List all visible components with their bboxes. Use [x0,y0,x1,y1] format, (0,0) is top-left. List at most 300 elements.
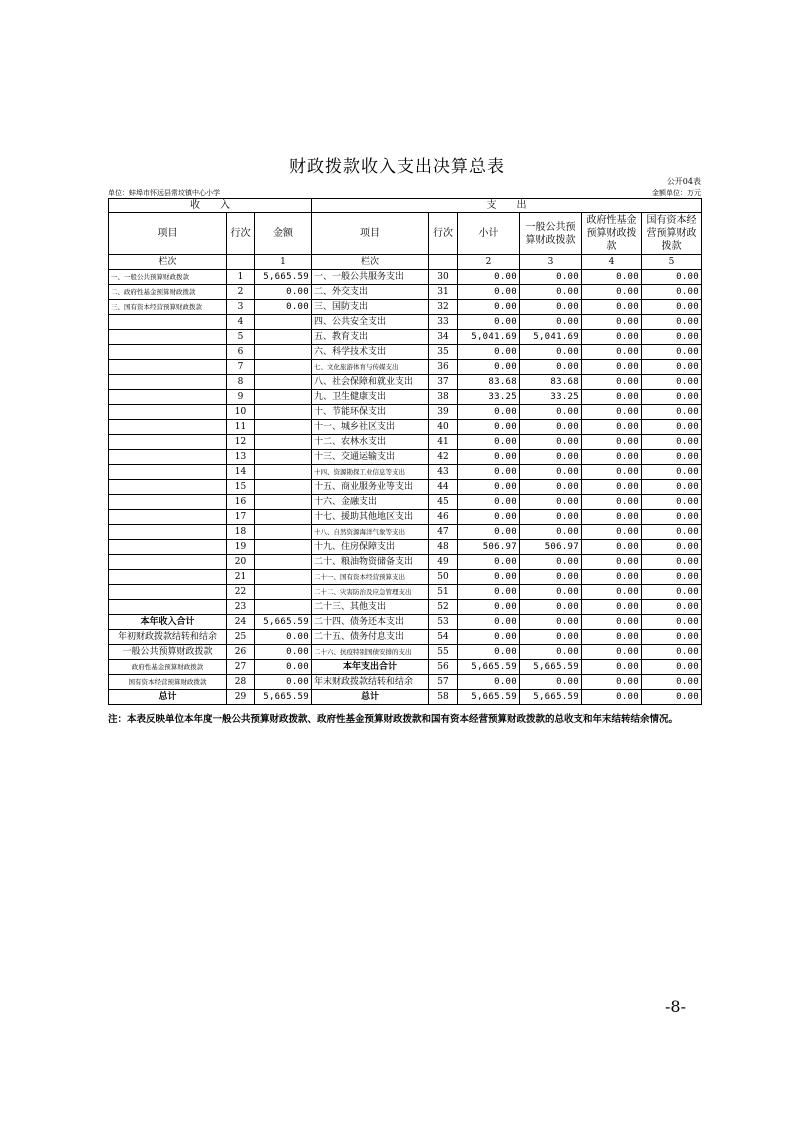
expense-row-no-cell: 43 [429,465,458,480]
gov-fund-cell: 0.00 [582,540,642,555]
income-item-cell: 年初财政拨款结转和结余 [109,630,227,645]
expense-row-no-cell: 56 [429,660,458,675]
subtotal-cell: 0.00 [458,465,520,480]
income-item-header: 项目 [109,213,227,255]
income-row-no-cell: 2 [227,285,255,300]
income-item-cell [109,420,227,435]
income-row-no-cell: 25 [227,630,255,645]
income-row-no-cell: 13 [227,450,255,465]
general-budget-cell: 0.00 [520,525,582,540]
expense-item-cell: 二、外交支出 [312,285,429,300]
gov-fund-cell: 0.00 [582,630,642,645]
expense-row-no-cell: 35 [429,345,458,360]
expense-row-no-cell: 47 [429,525,458,540]
table-row [109,555,702,570]
general-budget-cell: 0.00 [520,270,582,285]
expense-row-no-cell: 54 [429,630,458,645]
column-index-3: 3 [520,255,582,270]
expense-item-cell: 二十三、其他支出 [312,600,429,615]
income-item-cell [109,465,227,480]
gov-fund-cell: 0.00 [582,570,642,585]
general-budget-cell: 0.00 [520,585,582,600]
general-budget-cell: 0.00 [520,570,582,585]
expense-item-cell: 二十、粮油物资储备支出 [312,555,429,570]
gov-fund-cell: 0.00 [582,465,642,480]
gov-fund-cell: 0.00 [582,660,642,675]
income-amount-cell [255,405,312,420]
general-budget-cell: 0.00 [520,615,582,630]
expense-item-cell: 十二、农林水支出 [312,435,429,450]
general-budget-cell: 0.00 [520,300,582,315]
general-budget-cell: 0.00 [520,465,582,480]
income-amount-cell [255,540,312,555]
gov-fund-cell: 0.00 [582,525,642,540]
income-row-no-cell: 27 [227,660,255,675]
state-capital-cell: 0.00 [642,270,702,285]
gov-fund-cell: 0.00 [582,615,642,630]
general-budget-cell: 33.25 [520,390,582,405]
gov-fund-cell: 0.00 [582,420,642,435]
table-row [109,465,702,480]
income-row-no-cell: 18 [227,525,255,540]
expense-item-cell: 一、一般公共服务支出 [312,270,429,285]
income-amount-cell [255,570,312,585]
state-capital-cell: 0.00 [642,630,702,645]
income-amount-cell [255,480,312,495]
table-row [109,480,702,495]
income-item-cell: 一、一般公共预算财政拨款 [109,270,227,285]
state-capital-cell: 0.00 [642,330,702,345]
gov-fund-cell: 0.00 [582,270,642,285]
expense-row-no-cell: 57 [429,675,458,690]
gov-fund-cell: 0.00 [582,690,642,705]
table-row [109,345,702,360]
income-row-no-cell: 19 [227,540,255,555]
subtotal-cell: 0.00 [458,300,520,315]
income-row-no-cell: 21 [227,570,255,585]
subtotal-cell: 5,665.59 [458,660,520,675]
column-index-row [109,255,702,270]
income-amount-cell [255,495,312,510]
income-row-no-cell: 17 [227,510,255,525]
income-item-cell: 一般公共预算财政拨款 [109,645,227,660]
expense-item-cell: 七、文化旅游体育与传媒支出 [312,360,429,375]
subtotal-cell: 0.00 [458,345,520,360]
table-row [109,285,702,300]
gov-fund-cell: 0.00 [582,285,642,300]
subtotal-cell: 0.00 [458,600,520,615]
expense-row-no-cell: 38 [429,390,458,405]
state-capital-cell: 0.00 [642,300,702,315]
column-index-label: 栏次 [312,255,429,270]
general-budget-cell: 0.00 [520,435,582,450]
subtotal-cell: 0.00 [458,495,520,510]
state-capital-cell: 0.00 [642,570,702,585]
income-amount-cell [255,390,312,405]
table-row [109,375,702,390]
state-capital-cell: 0.00 [642,615,702,630]
state-capital-cell: 0.00 [642,285,702,300]
income-item-cell [109,405,227,420]
state-capital-cell: 0.00 [642,555,702,570]
expense-item-header: 项目 [312,213,429,255]
expense-row-no-cell: 53 [429,615,458,630]
expense-item-cell: 十、节能环保支出 [312,405,429,420]
expense-row-no-cell: 58 [429,690,458,705]
income-row-no-cell: 4 [227,315,255,330]
general-budget-cell: 0.00 [520,450,582,465]
fiscal-summary-table [108,198,702,705]
table-row [109,690,702,705]
column-index-4: 4 [582,255,642,270]
subtotal-cell: 0.00 [458,525,520,540]
expense-item-cell: 二十四、债务还本支出 [312,615,429,630]
subtotal-cell: 0.00 [458,585,520,600]
table-row [109,525,702,540]
general-budget-cell: 5,041.69 [520,330,582,345]
column-index-1: 1 [255,255,312,270]
income-row-no-cell: 1 [227,270,255,285]
income-amount-cell: 5,665.59 [255,615,312,630]
expense-item-cell: 九、卫生健康支出 [312,390,429,405]
expense-item-cell: 十五、商业服务业等支出 [312,480,429,495]
expense-row-no-cell: 52 [429,600,458,615]
income-item-cell [109,480,227,495]
expense-item-cell: 十一、城乡社区支出 [312,420,429,435]
column-index-label: 栏次 [109,255,227,270]
income-item-cell: 三、国有资本经营预算财政拨款 [109,300,227,315]
income-row-no-cell: 10 [227,405,255,420]
general-budget-cell: 5,665.59 [520,660,582,675]
general-budget-cell: 0.00 [520,315,582,330]
state-capital-cell: 0.00 [642,675,702,690]
general-budget-cell: 0.00 [520,510,582,525]
general-budget-cell: 0.00 [520,420,582,435]
income-row-no-cell: 8 [227,375,255,390]
form-code: 公开04表 [666,177,701,186]
table-row [109,600,702,615]
general-budget-cell: 5,665.59 [520,690,582,705]
income-item-cell [109,585,227,600]
table-row [109,315,702,330]
expense-row-no-cell: 39 [429,405,458,420]
expense-item-cell: 二十一、国有资本经营预算支出 [312,570,429,585]
subtotal-cell: 0.00 [458,405,520,420]
subtotal-cell: 0.00 [458,570,520,585]
subtotal-cell: 0.00 [458,675,520,690]
subtotal-cell: 83.68 [458,375,520,390]
state-capital-cell: 0.00 [642,480,702,495]
income-row-no-cell: 16 [227,495,255,510]
gov-fund-cell: 0.00 [582,405,642,420]
expense-row-no-cell: 46 [429,510,458,525]
income-row-no-cell: 29 [227,690,255,705]
gov-fund-cell: 0.00 [582,510,642,525]
gov-fund-cell: 0.00 [582,555,642,570]
income-item-cell [109,360,227,375]
income-amount-cell [255,315,312,330]
gov-fund-cell: 0.00 [582,360,642,375]
state-capital-cell: 0.00 [642,495,702,510]
income-amount-cell: 0.00 [255,660,312,675]
table-row [109,390,702,405]
page-number: -8- [665,997,686,1016]
general-budget-cell: 506.97 [520,540,582,555]
state-capital-cell: 0.00 [642,450,702,465]
general-budget-cell: 0.00 [520,360,582,375]
income-item-cell [109,570,227,585]
subtotal-cell: 0.00 [458,420,520,435]
subtotal-cell: 0.00 [458,435,520,450]
income-row-no-cell: 14 [227,465,255,480]
income-amount-header: 金额 [255,213,312,255]
expense-row-no-cell: 41 [429,435,458,450]
expense-item-cell: 十七、援助其他地区支出 [312,510,429,525]
income-amount-cell: 0.00 [255,300,312,315]
income-row-no-cell: 6 [227,345,255,360]
subtotal-cell: 506.97 [458,540,520,555]
state-capital-cell: 0.00 [642,375,702,390]
gov-fund-header: 政府性基金预算财政拨款 [582,213,642,255]
expense-item-cell: 二十五、债务付息支出 [312,630,429,645]
general-budget-cell: 0.00 [520,675,582,690]
state-capital-cell: 0.00 [642,435,702,450]
income-row-no-cell: 23 [227,600,255,615]
expense-item-cell: 三、国防支出 [312,300,429,315]
income-amount-cell [255,555,312,570]
expense-row-no-cell: 31 [429,285,458,300]
state-capital-cell: 0.00 [642,645,702,660]
expense-row-no-cell: 44 [429,480,458,495]
income-item-cell [109,525,227,540]
gov-fund-cell: 0.00 [582,435,642,450]
general-budget-cell: 0.00 [520,600,582,615]
income-row-no-cell: 22 [227,585,255,600]
income-item-cell: 政府性基金预算财政拨款 [109,660,227,675]
expense-row-no-cell: 55 [429,645,458,660]
gov-fund-cell: 0.00 [582,345,642,360]
income-amount-cell: 0.00 [255,630,312,645]
subtotal-cell: 0.00 [458,270,520,285]
table-row [109,495,702,510]
income-amount-cell [255,375,312,390]
general-budget-cell: 0.00 [520,285,582,300]
subtotal-cell: 0.00 [458,360,520,375]
income-amount-cell [255,450,312,465]
expense-item-cell: 五、教育支出 [312,330,429,345]
gov-fund-cell: 0.00 [582,675,642,690]
expense-item-cell: 六、科学技术支出 [312,345,429,360]
table-footnote: 注：本表反映单位本年度一般公共预算财政拨款、政府性基金预算财政拨款和国有资本经营预算财政拨款的总收支和年末结转结余情况。 [108,714,679,725]
gov-fund-cell: 0.00 [582,585,642,600]
income-row-no-cell: 5 [227,330,255,345]
column-index-empty [227,255,255,270]
expense-item-cell: 八、社会保障和就业支出 [312,375,429,390]
subtotal-cell: 0.00 [458,315,520,330]
income-item-cell [109,450,227,465]
table-row [109,450,702,465]
table-row [109,330,702,345]
expense-row-no-header: 行次 [429,213,458,255]
income-amount-cell [255,330,312,345]
expense-row-no-cell: 36 [429,360,458,375]
subtotal-cell: 33.25 [458,390,520,405]
income-amount-cell [255,600,312,615]
income-amount-cell [255,525,312,540]
income-amount-cell: 5,665.59 [255,690,312,705]
expense-row-no-cell: 51 [429,585,458,600]
general-budget-cell: 0.00 [520,645,582,660]
income-item-cell [109,330,227,345]
state-capital-cell: 0.00 [642,525,702,540]
income-row-no-cell: 9 [227,390,255,405]
general-budget-header: 一般公共预算财政拨款 [520,213,582,255]
expense-item-cell: 十六、金融支出 [312,495,429,510]
column-index-5: 5 [642,255,702,270]
expense-item-cell: 年末财政拨款结转和结余 [312,675,429,690]
subtotal-cell: 0.00 [458,450,520,465]
gov-fund-cell: 0.00 [582,330,642,345]
subtotal-cell: 0.00 [458,630,520,645]
expense-item-cell: 十三、交通运输支出 [312,450,429,465]
income-amount-cell: 5,665.59 [255,270,312,285]
income-amount-cell [255,465,312,480]
table-row [109,630,702,645]
expense-row-no-cell: 49 [429,555,458,570]
income-row-no-header: 行次 [227,213,255,255]
expense-item-cell: 二十六、抗疫特别国债安排的支出 [312,645,429,660]
gov-fund-cell: 0.00 [582,480,642,495]
expense-row-no-cell: 33 [429,315,458,330]
gov-fund-cell: 0.00 [582,450,642,465]
table-row [109,570,702,585]
expense-row-no-cell: 30 [429,270,458,285]
expense-row-no-cell: 37 [429,375,458,390]
table-row [109,675,702,690]
state-capital-cell: 0.00 [642,420,702,435]
expense-row-no-cell: 48 [429,540,458,555]
table-row [109,645,702,660]
state-capital-cell: 0.00 [642,465,702,480]
state-capital-cell: 0.00 [642,660,702,675]
table-header-group-row [109,199,702,213]
expense-item-cell: 总计 [312,690,429,705]
subtotal-cell: 0.00 [458,285,520,300]
expense-row-no-cell: 40 [429,420,458,435]
income-row-no-cell: 3 [227,300,255,315]
table-row [109,300,702,315]
table-row [109,435,702,450]
income-item-cell: 总计 [109,690,227,705]
income-row-no-cell: 26 [227,645,255,660]
income-amount-cell: 0.00 [255,675,312,690]
expense-item-cell: 十八、自然资源海洋气象等支出 [312,525,429,540]
table-row [109,405,702,420]
unit-label: 单位：蚌埠市怀远县常坟镇中心小学 [108,189,220,197]
expense-item-cell: 十九、住房保障支出 [312,540,429,555]
state-capital-cell: 0.00 [642,360,702,375]
income-item-cell: 二、政府性基金预算财政拨款 [109,285,227,300]
general-budget-cell: 0.00 [520,405,582,420]
income-item-cell [109,600,227,615]
table-row [109,420,702,435]
income-header: 收 入 [109,199,312,213]
income-item-cell [109,540,227,555]
table-row [109,270,702,285]
expense-item-cell: 本年支出合计 [312,660,429,675]
income-item-cell [109,495,227,510]
state-capital-cell: 0.00 [642,405,702,420]
income-amount-cell [255,345,312,360]
expense-row-no-cell: 34 [429,330,458,345]
expense-item-cell: 十四、资源勘探工业信息等支出 [312,465,429,480]
income-amount-cell [255,360,312,375]
state-capital-cell: 0.00 [642,345,702,360]
subtotal-cell: 5,665.59 [458,690,520,705]
subtotal-cell: 0.00 [458,615,520,630]
general-budget-cell: 83.68 [520,375,582,390]
income-item-cell [109,375,227,390]
subtotal-cell: 0.00 [458,645,520,660]
general-budget-cell: 0.00 [520,480,582,495]
subtotal-cell: 0.00 [458,480,520,495]
expense-item-cell: 四、公共安全支出 [312,315,429,330]
amount-unit-label: 金额单位：万元 [652,189,701,197]
expense-row-no-cell: 32 [429,300,458,315]
income-row-no-cell: 20 [227,555,255,570]
income-item-cell [109,555,227,570]
gov-fund-cell: 0.00 [582,495,642,510]
table-row [109,510,702,525]
income-row-no-cell: 7 [227,360,255,375]
table-row [109,615,702,630]
gov-fund-cell: 0.00 [582,390,642,405]
table-row [109,360,702,375]
subtotal-cell: 5,041.69 [458,330,520,345]
income-row-no-cell: 15 [227,480,255,495]
general-budget-cell: 0.00 [520,630,582,645]
income-row-no-cell: 28 [227,675,255,690]
gov-fund-cell: 0.00 [582,300,642,315]
column-index-2: 2 [458,255,520,270]
gov-fund-cell: 0.00 [582,315,642,330]
expense-header: 支 出 [312,199,702,213]
income-item-cell [109,510,227,525]
income-amount-cell: 0.00 [255,645,312,660]
general-budget-cell: 0.00 [520,495,582,510]
state-capital-cell: 0.00 [642,540,702,555]
subtotal-header: 小计 [458,213,520,255]
income-row-no-cell: 12 [227,435,255,450]
table-row [109,540,702,555]
state-capital-cell: 0.00 [642,690,702,705]
table-row [109,660,702,675]
income-item-cell [109,345,227,360]
gov-fund-cell: 0.00 [582,375,642,390]
state-capital-cell: 0.00 [642,510,702,525]
income-item-cell [109,315,227,330]
income-item-cell: 国有资本经营预算财政拨款 [109,675,227,690]
expense-row-no-cell: 50 [429,570,458,585]
general-budget-cell: 0.00 [520,555,582,570]
income-item-cell: 本年收入合计 [109,615,227,630]
state-capital-cell: 0.00 [642,390,702,405]
table-row [109,585,702,600]
income-amount-cell [255,420,312,435]
gov-fund-cell: 0.00 [582,600,642,615]
state-capital-cell: 0.00 [642,600,702,615]
expense-row-no-cell: 42 [429,450,458,465]
